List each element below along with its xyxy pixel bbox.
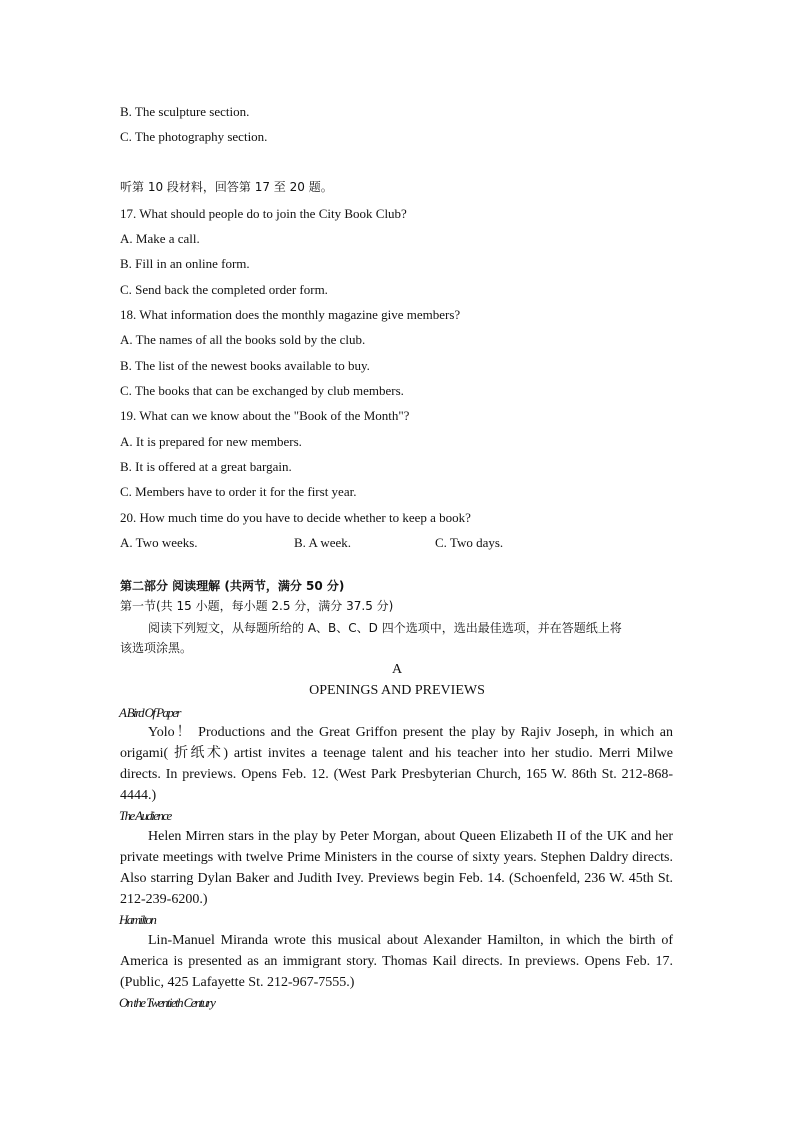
question-18: 18. What information does the monthly magazine give members? xyxy=(120,307,461,322)
q20-option-a: A. Two weeks. xyxy=(120,535,198,550)
q19-option-a: A. It is prepared for new members. xyxy=(120,434,302,449)
entry-title-4: On the Twentieth Century xyxy=(119,995,215,1010)
entry-title-1: A Bird Of Paper xyxy=(119,705,180,720)
q18-option-a: A. The names of all the books sold by the club. xyxy=(120,332,366,347)
prev-option-b: B. The sculpture section. xyxy=(120,104,250,119)
question-20: 20. How much time do you have to decide whether to keep a book? xyxy=(120,510,471,525)
entry-body-3: Lin-Manuel Miranda wrote this musical about Alexander Hamilton, in which the birth of America is presented as an immigrant story. Thomas Kail directs. In previews. Opens Feb. 17. (Public, 425 Lafayette St. 212-967-7555.) xyxy=(120,933,673,990)
question-19: 19. What can we know about the "Book of the Month"? xyxy=(120,408,410,423)
q20-option-b: B. A week. xyxy=(294,535,352,550)
q17-option-b: B. Fill in an online form. xyxy=(120,256,250,271)
passage-letter: A xyxy=(391,662,403,677)
entry-title-2: The Audience xyxy=(119,808,171,823)
q19-option-c: C. Members have to order it for the first year. xyxy=(120,484,357,499)
q18-option-b: B. The list of the newest books available to buy. xyxy=(120,358,370,373)
q17-option-a: A. Make a call. xyxy=(120,231,200,246)
section-title: 第一节(共 15 小题，每小题 2.5 分，满分 37.5 分) xyxy=(120,599,394,613)
q19-option-b: B. It is offered at a great bargain. xyxy=(120,459,292,474)
entry-title-3: Hamilton xyxy=(119,912,156,927)
q20-option-c: C. Two days. xyxy=(435,535,504,550)
section-instruction: 听第 10 段材料，回答第 17 至 20 题。 xyxy=(120,180,333,194)
passage-heading: OPENINGS AND PREVIEWS xyxy=(309,683,485,698)
entry-body-2: Helen Mirren stars in the play by Peter Morgan, about Queen Elizabeth II of the UK and her private meetings with twelve Prime Ministers in the course of sixty years. Stephen Daldry directs. Also starring Dylan Baker and Judith Ivey. Previews begin Feb. 14. (Schoenfeld, 236 W. 45th St. 212-239-6200.) xyxy=(120,829,673,907)
reading-instruction-line2: 该选项涂黑。 xyxy=(120,641,193,655)
question-17: 17. What should people do to join the City Book Club? xyxy=(120,206,407,221)
reading-instruction-line1: 阅读下列短文，从每题所给的 A、B、C、D 四个选项中，选出最佳选项，并在答题纸上将 xyxy=(148,621,622,635)
q17-option-c: C. Send back the completed order form. xyxy=(120,282,328,297)
q18-option-c: C. The books that can be exchanged by club members. xyxy=(120,383,404,398)
prev-option-c: C. The photography section. xyxy=(120,129,268,144)
entry-body-1: Yolo！ Productions and the Great Griffon present the play by Rajiv Joseph, in which an origami( 折纸术) artist invites a teenage talent and his teacher into her studio. Merri Milwe directs. In previews. Opens Feb. 12. (West Park Presbyterian Church, 165 W. 86th St. 212-868-4444.) xyxy=(120,725,673,803)
part-title: 第二部分 阅读理解 (共两节，满分 50 分) xyxy=(120,579,345,593)
